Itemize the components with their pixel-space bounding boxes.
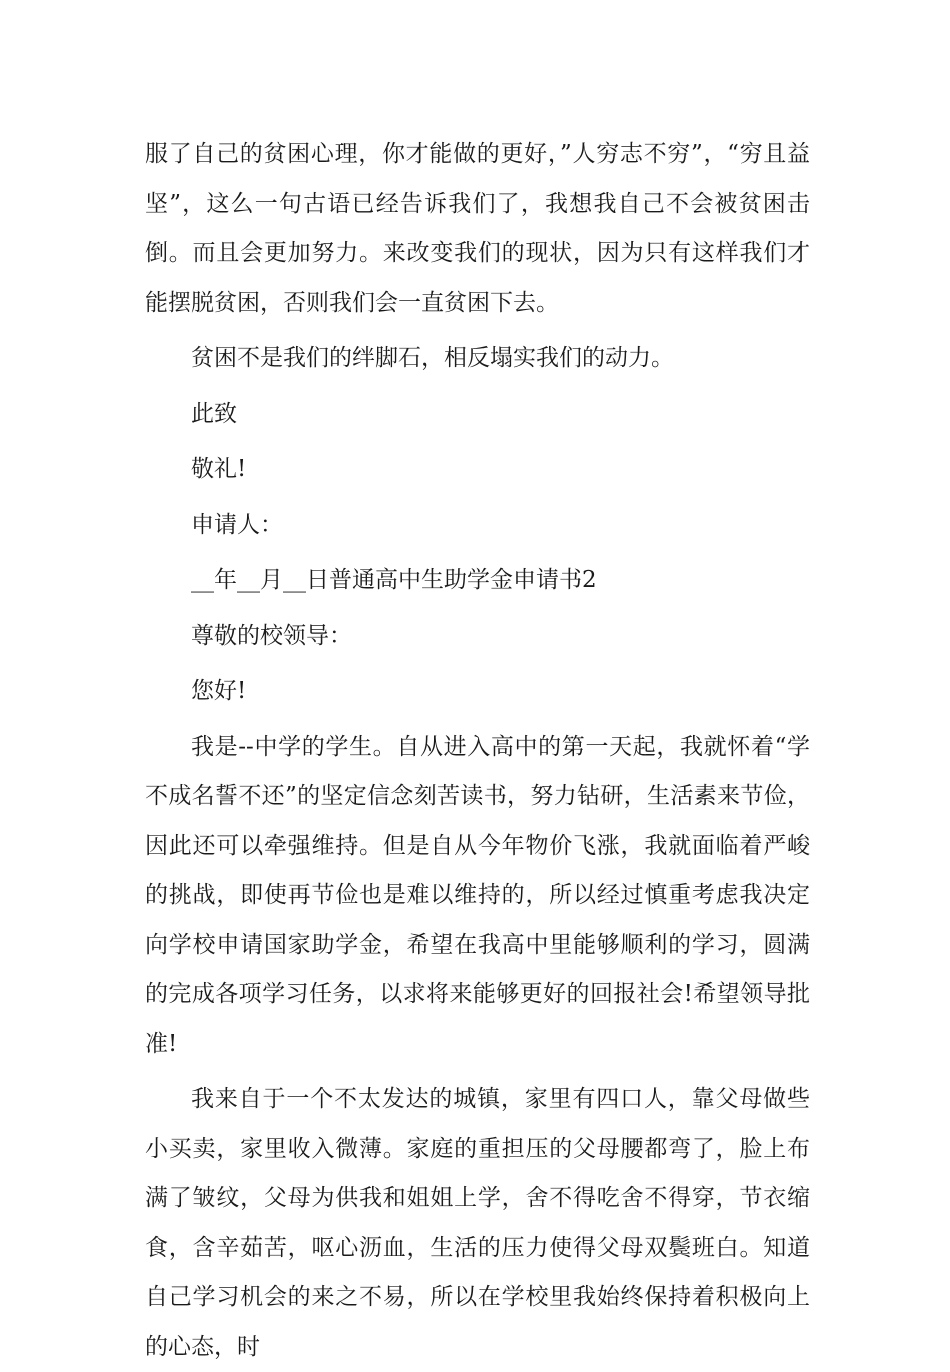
closing-salutation: 此致 bbox=[191, 400, 237, 427]
paragraph-poverty-motivation: 贫困不是我们的绊脚石，相反塌实我们的动力。 bbox=[191, 345, 674, 371]
applicant-label: 申请人： bbox=[191, 511, 283, 538]
document-page bbox=[145, 130, 810, 1372]
greeting-recipient: 尊敬的校领导： bbox=[191, 622, 352, 649]
greeting-hello: 您好! bbox=[191, 678, 247, 704]
paragraph-introduction: 我是--中学的学生。自从进入高中的第一天起，我就怀着“学不成名誓不还”的坚定信念刻苦读书，努力钻研，生活素来节俭，因此还可以牵强维持。但是自从今年物价飞涨，我就面临着严峻的挑战，即使再节俭也是难以维持的，所以经过慎重考虑我决定向学校申请国家助学金，希望在我高中里能够顺利的学习，圆满的完成各项学习任务，以求将来能够更好的回报社会!希望领导批准! bbox=[145, 733, 810, 1057]
paragraph-family-background: 我来自于一个不太发达的城镇，家里有四口人，靠父母做些小买卖，家里收入微薄。家庭的重担压的父母腰都弯了，脸上布满了皱纹，父母为供我和姐姐上学，舍不得吃舍不得穿，节衣缩食，含辛茹苦，呕心沥血，生活的压力使得父母双鬓班白。知道自己学习机会的来之不易，所以在学校里我始终保持着积极向上的心态，时 bbox=[145, 1086, 810, 1360]
closing-respect: 敬礼! bbox=[191, 456, 247, 482]
paragraph-continuation: 服了自己的贫困心理，你才能做的更好，”人穷志不穷”，“穷且益坚”，这么一句古语已经告诉我们了，我想我自己不会被贫困击倒。而且会更加努力。来改变我们的现状，因为只有这样我们才能摆脱贫困，否则我们会一直贫困下去。 bbox=[145, 141, 810, 316]
date-and-title: __年__月__日普通高中生助学金申请书2 bbox=[191, 567, 597, 593]
